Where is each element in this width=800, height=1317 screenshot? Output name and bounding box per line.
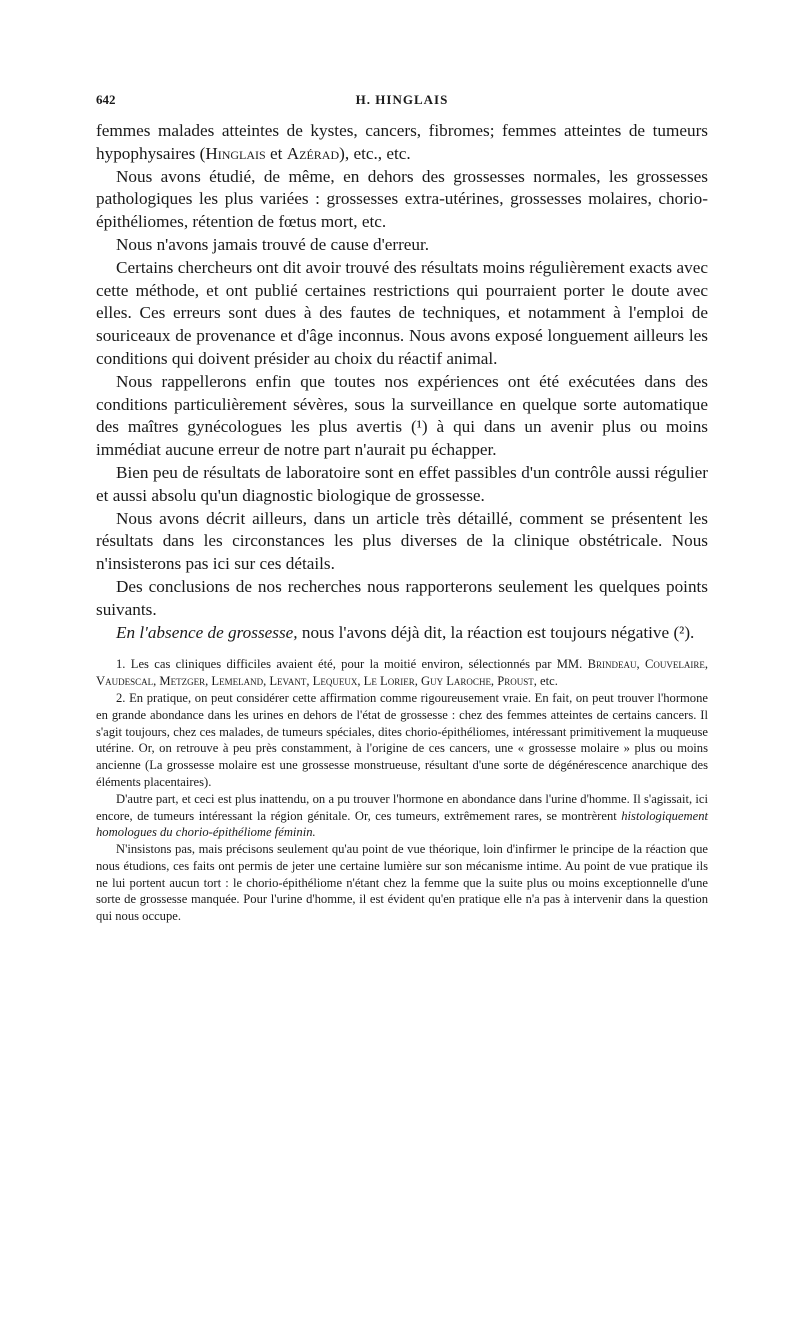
italic-text: histologiquement homologues du chorio-épithéliome féminin.: [96, 808, 708, 840]
paragraph: Nous rappellerons enfin que toutes nos expériences ont été exécutées dans des conditions particulièrement sévères, sous la surveillance en quelque sorte automatique des maîtres gynécologues les plus avertis (¹) à qui dans un avenir plus ou moins immédiat aucune erreur de notre part n'aurait pu échapper.: [96, 371, 708, 460]
page-header: [96, 92, 708, 114]
paragraph: [96, 120, 708, 166]
document-page: [96, 92, 708, 925]
footnote: N'insistons pas, mais précisons seulement qu'au point de vue théorique, loin d'infirmer le principe de la réaction que nous étudions, ces faits ont permis de jeter une certaine lumière sur son mécanisme intime. Au point de vue pratique ils ne lui portent aucun tort : le chorio-épithéliome n'étant chez la femme que la suite plus ou moins exceptionnelle d'une sorte de grossesse manquée. Pour l'urine d'homme, il est évident qu'en pratique elle n'a pas à intervenir dans la question qui nous occupe.: [96, 842, 708, 924]
text-run: et: [265, 143, 287, 163]
text-run: ), etc., etc.: [339, 143, 411, 163]
paragraph: Nous avons étudié, de même, en dehors des grossesses normales, les grossesses pathologiques les plus variées : grossesses extra-utérines, grossesses molaires, chorio-épithéliomes, rétention de fœtus mort, etc.: [96, 166, 708, 232]
body-text: [96, 120, 708, 644]
author-name: Hinglais: [205, 143, 266, 163]
footnote: [96, 791, 708, 841]
text-run: nous l'avons déjà dit, la réaction est toujours négative (²).: [297, 622, 695, 642]
paragraph: [96, 622, 708, 645]
paragraph: Certains chercheurs ont dit avoir trouvé des résultats moins régulièrement exacts avec cette méthode, et ont publié certaines restrictions qui pourraient porter le doute avec elles. Ces erreurs sont dues à des fautes de techniques, et notamment à l'emploi de souriceaux de provenance et d'âge inconnus. Nous avons exposé longuement ailleurs les conditions qui doivent présider au choix du réactif animal.: [96, 257, 708, 368]
page-number: 642: [96, 92, 116, 107]
text-run: 1. Les cas cliniques difficiles avaient été, pour la moitié environ, sélectionnés par MM.: [116, 657, 588, 672]
footnote: 2. En pratique, on peut considérer cette affirmation comme rigoureusement vraie. En fait, on peut trouver l'hormone en grande abondance dans les urines en dehors de l'état de grossesse : chez des femmes atteintes de certains cancers. Il s'agit toujours, chez ces malades, de tumeurs spéciales, dites chorio-épithéliomes, intéressant primitivement la muqueuse utérine. Or, on retrouve à peu près constamment, à l'origine de ces cancers, une « grossesse molaire » plus ou moins ancienne (La grossesse molaire est une grossesse monstrueuse, résultant d'une sorte de dégénérescence anarchique des éléments placentaires).: [96, 690, 708, 789]
footnotes: [96, 656, 708, 925]
footnote: [96, 656, 708, 690]
author-name: Azérad: [286, 143, 340, 163]
paragraph: Nous avons décrit ailleurs, dans un article très détaillé, comment se présentent les résultats dans les circonstances les plus diverses de la clinique obstétricale. Nous n'insisterons pas ici sur ces détails.: [96, 508, 708, 574]
author-names: Brindeau, Couvelaire, Vaudescal, Metzger, Lemeland, Levant, Lequeux, Le Lorier, Guy Laroche, Proust: [96, 657, 709, 689]
italic-text: En l'absence de grossesse,: [116, 622, 298, 642]
paragraph: Nous n'avons jamais trouvé de cause d'erreur.: [116, 234, 430, 254]
running-head: H. HINGLAIS: [355, 92, 449, 107]
paragraph: Des conclusions de nos recherches nous rapporterons seulement les quelques points suivants.: [96, 576, 708, 619]
paragraph: Bien peu de résultats de laboratoire sont en effet passibles d'un contrôle aussi régulier et aussi absolu qu'un diagnostic biologique de grossesse.: [96, 462, 708, 505]
text-run: femmes malades atteintes de kystes, cancers, fibromes; femmes atteintes de tumeurs hypophysaires (: [96, 121, 708, 163]
text-run: D'autre part, et ceci est plus inattendu, on a pu trouver l'hormone en abondance dans l'urine d'homme. Il s'agissait, ici encore, de tumeurs intéressant la région génitale. Or, ces tumeurs, extrêmement rares, se montrèrent: [96, 791, 708, 823]
text-run: , etc.: [533, 674, 558, 689]
